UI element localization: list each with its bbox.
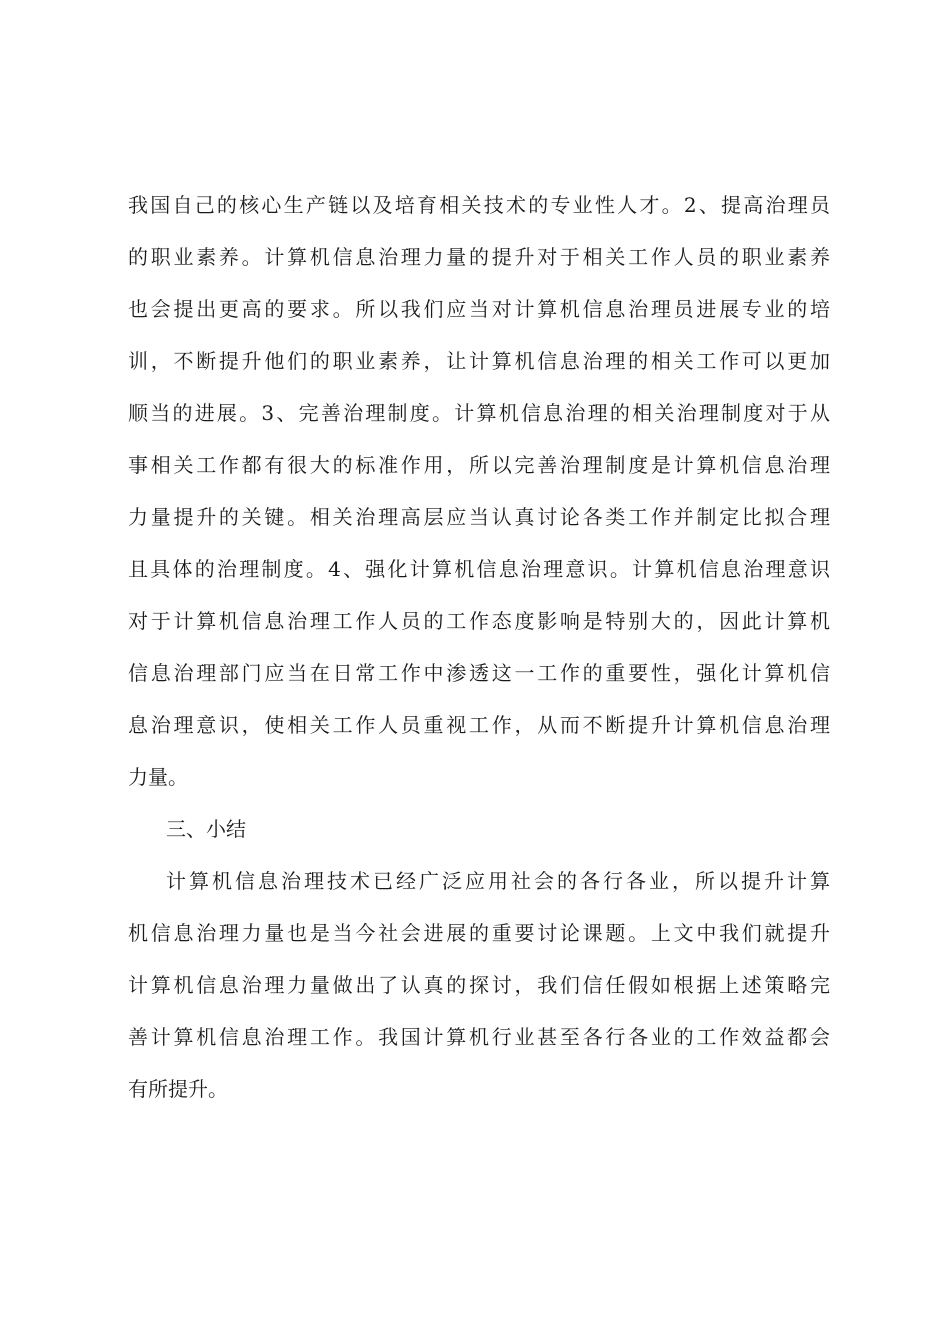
paragraph-1-line-6: 事相关工作都有很大的标准作用，所以完善治理制度是计算机信息治理 xyxy=(128,453,830,477)
paragraph-1-line-10: 信息治理部门应当在日常工作中渗透这一工作的重要性，强化计算机信 xyxy=(128,661,830,685)
paragraph-1-line-1: 我国自己的核心生产链以及培育相关技术的专业性人才。2、提高治理员 xyxy=(128,193,830,217)
section-heading: 三、小结 xyxy=(166,817,246,841)
paragraph-1-line-5: 顺当的进展。3、完善治理制度。计算机信息治理的相关治理制度对于从 xyxy=(128,401,830,425)
paragraph-1-line-9: 对于计算机信息治理工作人员的工作态度影响是特别大的，因此计算机 xyxy=(128,609,830,633)
paragraph-1-line-3: 也会提出更高的要求。所以我们应当对计算机信息治理员进展专业的培 xyxy=(128,297,830,321)
paragraph-1-line-8: 且具体的治理制度。4、强化计算机信息治理意识。计算机信息治理意识 xyxy=(128,557,830,581)
paragraph-1-line-7: 力量提升的关键。相关治理高层应当认真讨论各类工作并制定比拟合理 xyxy=(128,505,830,529)
paragraph-2-line-4: 善计算机信息治理工作。我国计算机行业甚至各行各业的工作效益都会 xyxy=(128,1025,830,1049)
paragraph-2-line-3: 计算机信息治理力量做出了认真的探讨，我们信任假如根据上述策略完 xyxy=(128,973,830,997)
paragraph-2-line-2: 机信息治理力量也是当今社会进展的重要讨论课题。上文中我们就提升 xyxy=(128,921,830,945)
paragraph-1-line-11: 息治理意识，使相关工作人员重视工作，从而不断提升计算机信息治理 xyxy=(128,713,830,737)
paragraph-1-line-2: 的职业素养。计算机信息治理力量的提升对于相关工作人员的职业素养 xyxy=(128,245,830,269)
paragraph-1-line-12: 力量。 xyxy=(128,765,188,789)
paragraph-2-line-1: 计算机信息治理技术已经广泛应用社会的各行各业，所以提升计算 xyxy=(166,869,830,893)
paragraph-2-line-5: 有所提升。 xyxy=(128,1077,228,1101)
paragraph-1-line-4: 训，不断提升他们的职业素养，让计算机信息治理的相关工作可以更加 xyxy=(128,349,830,373)
